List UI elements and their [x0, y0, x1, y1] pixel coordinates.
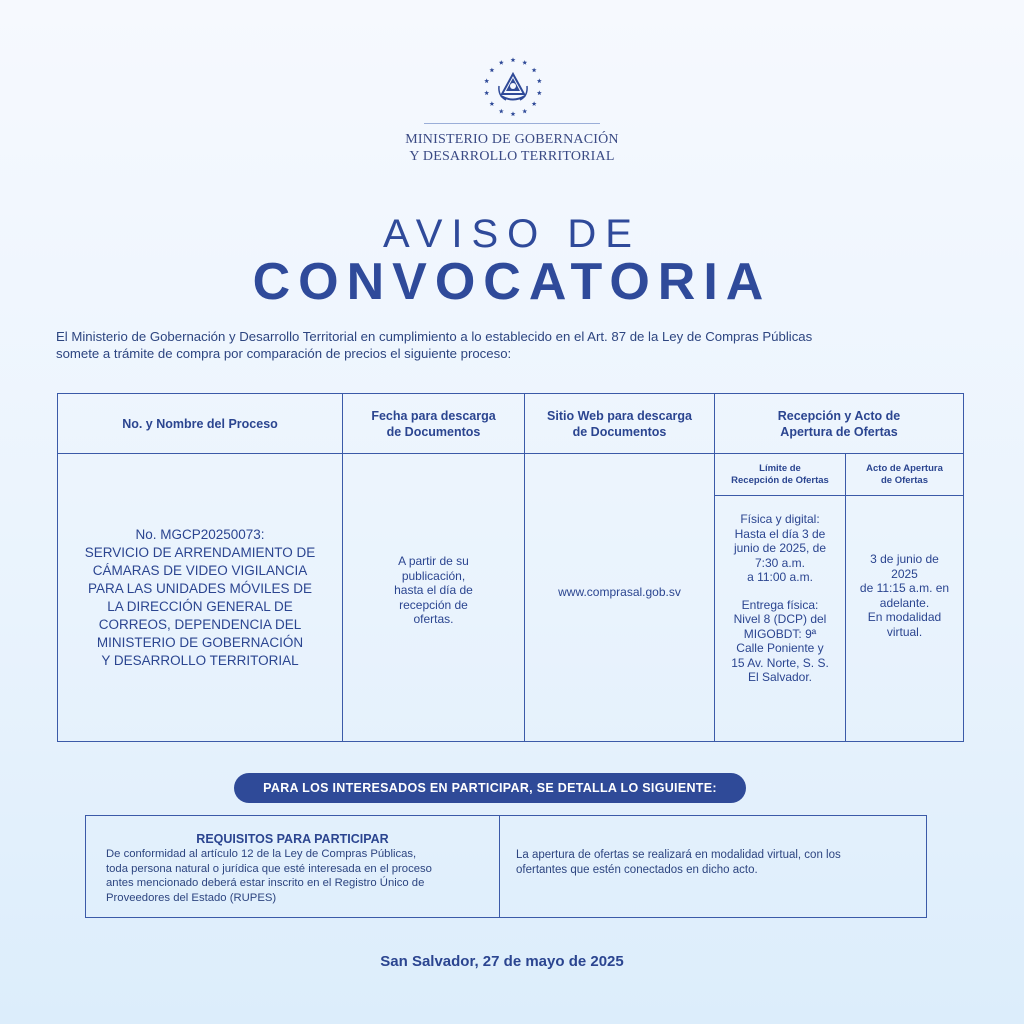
seal-star-icon — [522, 60, 527, 65]
seal-star-icon — [532, 68, 537, 73]
requirements-line: antes mencionado deberá estar inscrito en el Registro Único de — [106, 877, 425, 889]
requirements-title: REQUISITOS PARA PARTICIPAR — [196, 832, 389, 846]
seal-star-icon — [484, 78, 489, 83]
header-download-date — [343, 394, 524, 453]
seal-star-icon — [499, 109, 504, 114]
requirements-text — [106, 847, 484, 905]
process-line: SERVICIO DE ARRENDAMIENTO DE — [84, 544, 316, 560]
intro-line-2: somete a trámite de compra por comparación de precios el siguiente proceso: — [56, 346, 512, 361]
process-line: No. MGCP20250073: — [135, 526, 265, 542]
seal-star-icon — [532, 101, 537, 106]
limit-line: junio de 2025, de — [733, 541, 827, 555]
header-download-date-l2: de Documentos — [386, 424, 481, 439]
seal-star-icon — [489, 68, 494, 73]
requirements-line: toda persona natural o jurídica que esté interesada en el proceso — [106, 862, 432, 875]
limit-line: 15 Av. Norte, S. S. — [731, 655, 829, 670]
header-limit-l2: Recepción de Ofertas — [731, 474, 829, 486]
title-line-2: CONVOCATORIA — [252, 253, 772, 311]
seal-star-icon — [537, 90, 542, 95]
limit-line: Hasta el día 3 de — [734, 526, 826, 541]
virtual-opening-note — [516, 848, 916, 878]
limit-line: 7:30 a.m. — [754, 555, 806, 570]
requirements-line: De conformidad al artículo 12 de la Ley de Compras Públicas, — [106, 848, 417, 860]
limit-line: Física y digital: — [740, 512, 820, 526]
seal-star-icon — [484, 90, 489, 95]
header-download-date-l1: Fecha para descarga — [371, 408, 496, 423]
process-line: CORREOS, DEPENDENCIA DEL — [98, 616, 302, 632]
intro-line-1: El Ministerio de Gobernación y Desarrollo Territorial en cumplimiento a lo establecido en el Art. 87 de la Ley de Compras Públicas — [56, 329, 813, 344]
download-date-line: hasta el día de — [394, 583, 473, 598]
opening-line: 2025 — [891, 566, 918, 581]
seal-star-icon — [522, 109, 527, 114]
opening-line: adelante. — [879, 595, 930, 610]
cell-limit — [715, 496, 845, 741]
process-line: CÁMARAS DE VIDEO VIGILANCIA — [92, 562, 308, 578]
limit-line: a 11:00 a.m. — [747, 570, 813, 584]
ministry-name — [362, 131, 662, 165]
download-date-line: ofertas. — [413, 612, 454, 627]
opening-line: 3 de junio de — [870, 552, 939, 566]
website-link[interactable]: www.comprasal.gob.sv — [558, 585, 681, 600]
virtual-opening-line: ofertantes que estén conectados en dicho acto. — [516, 864, 758, 876]
header-reception-l2: Apertura de Ofertas — [780, 424, 898, 439]
process-line: LA DIRECCIÓN GENERAL DE — [107, 598, 293, 614]
process-line: PARA LAS UNIDADES MÓVILES DE — [87, 580, 313, 596]
limit-line: MIGOBDT: 9ª — [743, 626, 817, 641]
seal-star-icon — [511, 111, 516, 116]
intro-paragraph — [56, 328, 968, 362]
ministry-line-1: MINISTERIO DE GOBERNACIÓN — [405, 132, 619, 147]
download-date-line: recepción de — [399, 597, 468, 612]
header-opening — [846, 454, 963, 495]
footer-date: San Salvador, 27 de mayo de 2025 — [380, 953, 624, 970]
limit-line: El Salvador. — [747, 670, 813, 684]
requirements-line: Proveedores del Estado (RUPES) — [106, 891, 277, 904]
limit-line: Nivel 8 (DCP) del — [733, 612, 827, 626]
limit-line: Calle Poniente y — [736, 641, 824, 655]
header-reception-l1: Recepción y Acto de — [777, 408, 901, 423]
requirements-divider — [499, 815, 500, 918]
process-line: Y DESARROLLO TERRITORIAL — [101, 652, 299, 668]
opening-line: En modalidad — [867, 610, 942, 624]
header-limit — [715, 454, 845, 495]
cell-opening — [846, 496, 963, 741]
header-opening-l1: Acto de Apertura — [866, 462, 943, 474]
participation-banner: PARA LOS INTERESADOS EN PARTICIPAR, SE DETALLA LO SIGUIENTE: — [234, 773, 746, 803]
cell-download-date — [343, 454, 524, 741]
cell-process — [58, 454, 342, 741]
virtual-opening-line: La apertura de ofertas se realizará en modalidad virtual, con los — [516, 849, 841, 861]
header-website-l2: de Documentos — [572, 424, 667, 439]
seal-star-icon — [499, 60, 504, 65]
opening-line: de 11:15 a.m. en — [859, 581, 950, 595]
opening-line: virtual. — [886, 624, 923, 639]
header-website-l1: Sitio Web para descarga — [547, 408, 692, 423]
header-limit-l1: Límite de — [759, 462, 801, 474]
header-website — [525, 394, 714, 453]
seal-star-icon — [511, 57, 516, 62]
seal-star-icon — [537, 78, 542, 83]
limit-line: Entrega física: — [741, 597, 819, 612]
download-date-line: publicación, — [401, 568, 466, 583]
header-reception — [715, 394, 963, 453]
process-line: MINISTERIO DE GOBERNACIÓN — [96, 634, 304, 650]
header-opening-l2: de Ofertas — [881, 474, 928, 486]
title-line-1: AVISO DE — [383, 212, 641, 256]
seal-star-icon — [489, 101, 494, 106]
ministry-line-2: Y DESARROLLO TERRITORIAL — [409, 149, 615, 164]
ministry-divider — [424, 123, 600, 124]
header-process: No. y Nombre del Proceso — [122, 416, 278, 431]
coat-of-arms-icon — [482, 56, 544, 118]
download-date-line: A partir de su — [398, 554, 469, 569]
